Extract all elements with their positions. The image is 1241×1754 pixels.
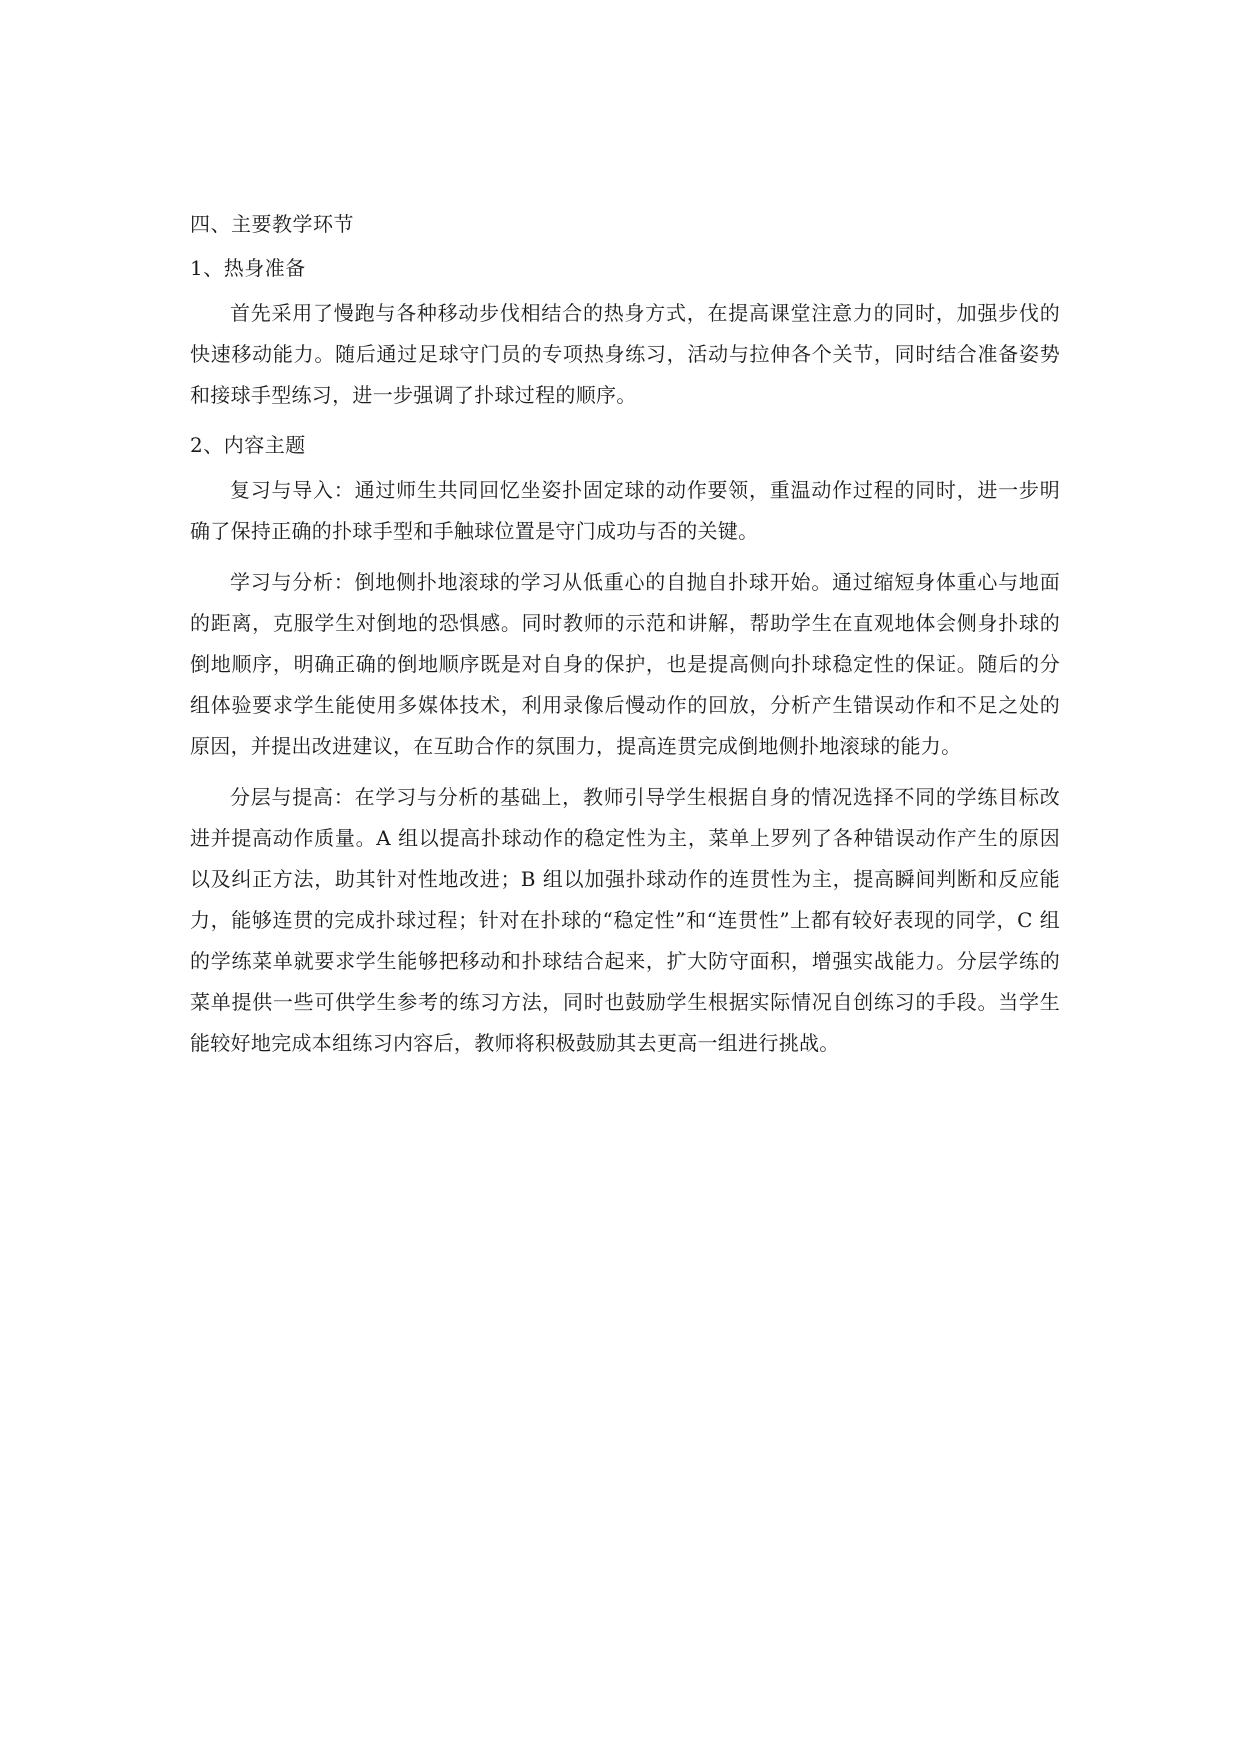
section-heading: 四、主要教学环节: [190, 212, 354, 236]
document-page: [190, 205, 1060, 1074]
learn-analyze-paragraph: 学习与分析：倒地侧扑地滚球的学习从低重心的自抛自扑球开始。通过缩短身体重心与地面的距离，克服学生对倒地的恐惧感。同时教师的示范和讲解，帮助学生在直观地体会侧身扑球的倒地顺序，明确正确的倒地顺序既是对自身的保护，也是提高侧向扑球稳定性的保证。随后的分组体验要求学生能使用多媒体技术，利用录像后慢动作的回放，分析产生错误动作和不足之处的原因，并提出改进建议，在互助合作的氛围力，提高连贯完成倒地侧扑地滚球的能力。: [190, 570, 1060, 758]
review-intro-paragraph: 复习与导入：通过师生共同回忆坐姿扑固定球的动作要领，重温动作过程的同时，进一步明确了保持正确的扑球手型和手触球位置是守门成功与否的关键。: [190, 478, 1060, 543]
warmup-heading: 1、热身准备: [190, 256, 306, 280]
content-heading: 2、内容主题: [190, 433, 306, 457]
warmup-paragraph: 首先采用了慢跑与各种移动步伐相结合的热身方式，在提高课堂注意力的同时，加强步伐的快速移动能力。随后通过足球守门员的专项热身练习，活动与拉伸各个关节，同时结合准备姿势和接球手型练习，进一步强调了扑球过程的顺序。: [190, 301, 1060, 407]
layered-improve-paragraph: 分层与提高：在学习与分析的基础上，教师引导学生根据自身的情况选择不同的学练目标改进并提高动作质量。A 组以提高扑球动作的稳定性为主，菜单上罗列了各种错误动作产生的原因以及纠正方法，助其针对性地改进；B 组以加强扑球动作的连贯性为主，提高瞬间判断和反应能力，能够连贯的完成扑球过程；针对在扑球的“稳定性”和“连贯性”上都有较好表现的同学，C 组的学练菜单就要求学生能够把移动和扑球结合起来，扩大防守面积，增强实战能力。分层学练的菜单提供一些可供学生参考的练习方法，同时也鼓励学生根据实际情况自创练习的手段。当学生能较好地完成本组练习内容后，教师将积极鼓励其去更高一组进行挑战。: [190, 785, 1060, 1055]
